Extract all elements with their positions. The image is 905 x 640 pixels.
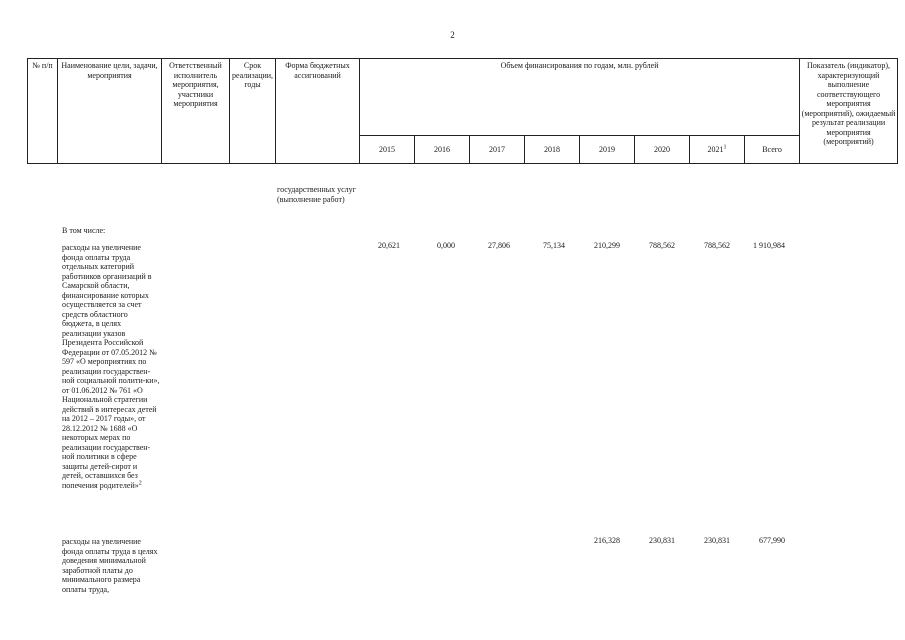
form-continuation: государственных услуг (выполнение работ) [277, 185, 356, 204]
header-year-2016: 2016 [415, 136, 470, 164]
header-year-2021 [690, 136, 745, 164]
row1-2020: 788,562 [649, 241, 675, 250]
including-label: В том числе: [62, 226, 106, 235]
header-year-2019: 2019 [580, 136, 635, 164]
page-number: 2 [450, 30, 455, 40]
header-year-2020: 2020 [635, 136, 690, 164]
header-form: Форма бюджетных ассигнований [276, 59, 360, 164]
row1-2019: 210,299 [594, 241, 620, 250]
header-year-2015: 2015 [360, 136, 415, 164]
header-total: Всего [745, 136, 800, 164]
header-financing: Объем финансирования по годам, млн. рублей [360, 59, 800, 136]
row1-2018: 75,134 [543, 241, 565, 250]
year-2021-label: 2021 [707, 144, 724, 154]
row1-2017: 27,806 [488, 241, 510, 250]
row1-name-text: расходы на увеличение фонда оплаты труда отдельных категорий работников организаций в Самарской области, финансирование которых осуществляется за счет средств областного бюджета, в целях реализации указов Президента Российской Федерации от 07.05.2012 № 597 «О мероприятиях по реализации государствен-ной социальной полити-ки», от 01.06.2012 № 761 «О Национальной стратегии действий в интересах детей на 2012 – 2017 годы», от 28.12.2012 № 1688 «О некоторых мерах по реализации государствен-ной политики в сфере защиты детей-сирот и детей, оставшихся без попечения родителей» [62, 243, 160, 490]
year-2021-footnote: 1 [723, 144, 727, 151]
header-no: № п/п [28, 59, 58, 164]
header-year-2017: 2017 [470, 136, 525, 164]
row1-2015: 20,621 [378, 241, 400, 250]
row2-2021: 230,831 [704, 536, 730, 545]
header-responsible: Ответственный исполнитель мероприятия, участники мероприятия [162, 59, 230, 164]
table-header [27, 58, 898, 164]
header-term: Срок реализации, годы [230, 59, 276, 164]
row1-2016: 0,000 [437, 241, 455, 250]
header-year-2018: 2018 [525, 136, 580, 164]
row1-name [62, 243, 160, 490]
row1-footnote: 2 [138, 479, 142, 486]
row2-total: 677,990 [759, 536, 785, 545]
header-indicator: Показатель (индикатор), характеризующий выполнение соответствующего мероприятия (мероприятий), ожидаемый результат реализации мероприятия (мероприятий) [800, 59, 898, 164]
header-name: Наименование цели, задачи, мероприятия [58, 59, 162, 164]
row1-2021: 788,562 [704, 241, 730, 250]
row1-total: 1 910,984 [753, 241, 785, 250]
row2-2020: 230,831 [649, 536, 675, 545]
row2-name: расходы на увеличение фонда оплаты труда в целях доведения минимальной заработной платы до минимального размера оплаты труда, [62, 537, 158, 594]
row2-2019: 216,328 [594, 536, 620, 545]
